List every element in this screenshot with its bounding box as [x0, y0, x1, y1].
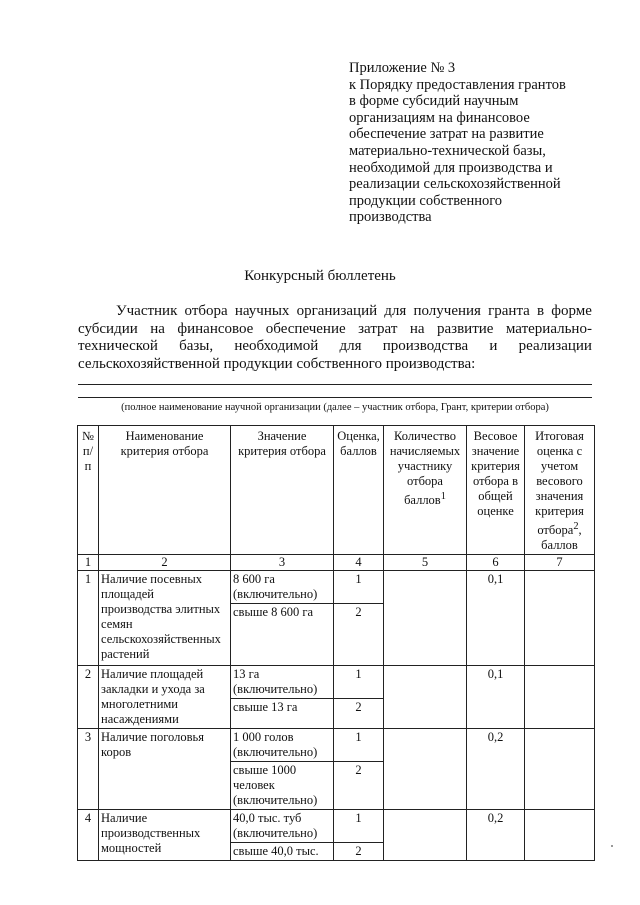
score-cell: 2 [334, 699, 384, 729]
word: и [489, 338, 498, 354]
word: базы, [179, 338, 214, 354]
footnote-mark: 2 [573, 521, 579, 532]
appendix-line: реализации сельскохозяйственной [349, 176, 561, 193]
table-row [78, 810, 595, 843]
appendix-line: производства [349, 209, 432, 226]
appendix-line: Приложение № 3 [349, 60, 456, 76]
header-cell: Значение критерия отбора [231, 426, 334, 555]
word: технической [78, 338, 158, 354]
appendix-line: к Порядку предоставления грантов [349, 76, 566, 93]
word: производства [382, 338, 469, 354]
column-number: 4 [334, 555, 384, 571]
header-cell: № п/п [78, 426, 99, 555]
header-cell: Итоговая оценка с учетом весового значения критерия отбора$^2$, баллов [525, 426, 595, 555]
header-cell: Наименование критерия отбора [99, 426, 231, 555]
criterion-value: 40,0 тыс. туб (включительно) [231, 810, 334, 843]
word: научных [234, 303, 290, 319]
intro-line-2 [78, 321, 592, 339]
word: организаций [296, 303, 378, 319]
column-number: 1 [78, 555, 99, 571]
document-title: Конкурсный бюллетень [244, 268, 396, 284]
appendix-line: материально-технической базы, [349, 142, 546, 159]
row-number: 4 [78, 810, 99, 861]
criterion-value: свыше 13 га [231, 699, 334, 729]
word: реализации [518, 338, 592, 354]
criterion-value: 13 га (включительно) [231, 666, 334, 699]
weight-cell: 0,1 [467, 571, 525, 666]
column-number: 6 [467, 555, 525, 571]
score-cell: 1 [334, 666, 384, 699]
criterion-name: Наличие площадей закладки и ухода за многолетними насаждениями [99, 666, 231, 729]
criterion-name: Наличие посевных площадей производства элитных семян сельскохозяйственных растений [99, 571, 231, 666]
score-cell: 1 [334, 729, 384, 762]
weight-cell: 0,2 [467, 810, 525, 861]
word: развитие [437, 320, 494, 337]
final-score-cell[interactable] [525, 810, 595, 861]
row-number: 2 [78, 666, 99, 729]
fill-in-line [78, 384, 592, 385]
column-number: 5 [384, 555, 467, 571]
column-number-row [78, 555, 595, 571]
column-number: 2 [99, 555, 231, 571]
score-cell: 1 [334, 571, 384, 604]
score-cell: 2 [334, 843, 384, 861]
criterion-value: свыше 40,0 тыс. [231, 843, 334, 861]
header-cell: Оценка, баллов [334, 426, 384, 555]
table-row [78, 571, 595, 604]
weight-cell: 0,2 [467, 729, 525, 810]
awarded-points-cell[interactable] [384, 810, 467, 861]
intro-line-1 [78, 303, 592, 321]
final-score-cell[interactable] [525, 729, 595, 810]
word: необходимой [234, 338, 319, 354]
word: затрат [358, 320, 398, 337]
criterion-value: 1 000 голов (включительно) [231, 729, 334, 762]
word: обеспечение [265, 320, 346, 337]
criterion-value: 8 600 га (включительно) [231, 571, 334, 604]
appendix-line: необходимой для производства и [349, 159, 553, 176]
word: финансовое [177, 320, 254, 337]
final-score-cell[interactable] [525, 571, 595, 666]
column-number: 3 [231, 555, 334, 571]
word: гранта [488, 303, 530, 319]
scan-speck [611, 845, 613, 847]
header-cell [384, 426, 467, 555]
intro-line-3 [78, 338, 592, 356]
fill-in-line [78, 397, 592, 398]
criterion-value: свыше 8 600 га [231, 604, 334, 666]
table-header-row [78, 426, 595, 555]
header-text: баллов [541, 538, 578, 553]
appendix-line: организациям на финансовое [349, 109, 530, 126]
word: Участник [116, 303, 178, 319]
word: на [150, 320, 165, 337]
appendix-line: обеспечение затрат на развитие [349, 126, 544, 143]
footnote-mark: 1 [440, 491, 446, 502]
weight-cell: 0,1 [467, 666, 525, 729]
word: отбора [184, 303, 228, 319]
score-cell: 1 [334, 810, 384, 843]
header-text: Итоговая оценка с учетом весового значения критерия отбора [535, 429, 584, 538]
word: материально- [505, 320, 592, 337]
table-row [78, 666, 595, 699]
score-cell: 2 [334, 762, 384, 810]
column-number: 7 [525, 555, 595, 571]
criteria-table [77, 425, 595, 861]
criterion-name: Наличие поголовья коров [99, 729, 231, 810]
appendix-heading [349, 60, 599, 226]
appendix-line: в форме субсидий научным [349, 93, 519, 110]
criterion-value: свыше 1000 человек (включительно) [231, 762, 334, 810]
row-number: 1 [78, 571, 99, 666]
word: в [537, 303, 545, 319]
word: форме [551, 303, 592, 319]
awarded-points-cell[interactable] [384, 666, 467, 729]
criterion-name: Наличие производственных мощностей [99, 810, 231, 861]
header-text: Количество начисляемых участнику отбора баллов [389, 429, 461, 508]
header-cell: Весовое значение критерия отбора в общей оценке [467, 426, 525, 555]
row-number: 3 [78, 729, 99, 810]
table-row [78, 729, 595, 762]
final-score-cell[interactable] [525, 666, 595, 729]
word: на [409, 320, 425, 337]
word: для [339, 338, 362, 354]
awarded-points-cell[interactable] [384, 571, 467, 666]
word: субсидии [78, 320, 138, 337]
organization-caption: (полное наименование научной организации (далее – участник отбора, Грант, критерии отбора) [121, 402, 549, 413]
intro-line-4: сельскохозяйственной продукции собственного производства: [78, 355, 476, 372]
score-cell: 2 [334, 604, 384, 666]
intro-paragraph [78, 303, 592, 373]
word: для [384, 303, 407, 319]
word: получения [413, 303, 481, 319]
appendix-line: продукции собственного [349, 192, 503, 209]
awarded-points-cell[interactable] [384, 729, 467, 810]
